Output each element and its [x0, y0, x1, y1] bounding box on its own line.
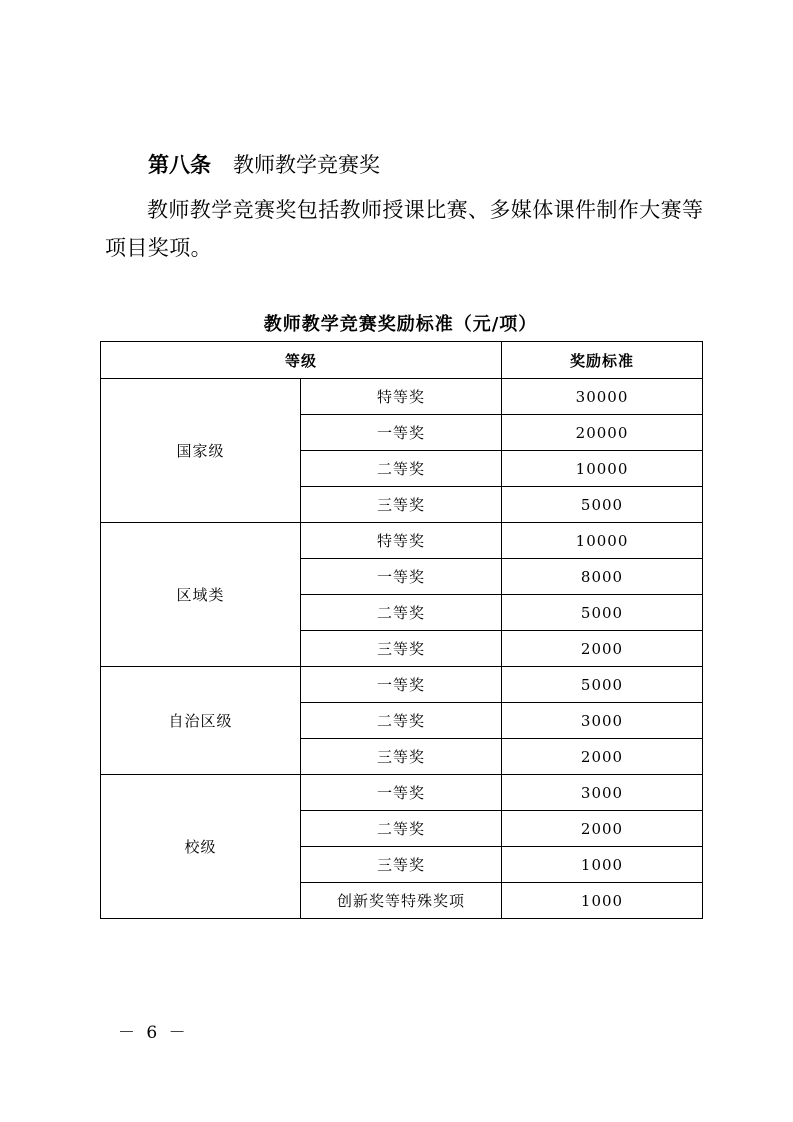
level-cell: 国家级	[101, 379, 301, 523]
amount-cell: 5000	[502, 595, 703, 631]
award-cell: 一等奖	[301, 415, 502, 451]
award-cell: 一等奖	[301, 667, 502, 703]
award-cell: 一等奖	[301, 775, 502, 811]
award-cell: 三等奖	[301, 487, 502, 523]
amount-cell: 5000	[502, 667, 703, 703]
award-cell: 二等奖	[301, 451, 502, 487]
award-cell: 三等奖	[301, 631, 502, 667]
level-cell: 区域类	[101, 523, 301, 667]
amount-cell: 1000	[502, 883, 703, 919]
article-number: 第八条	[148, 153, 211, 177]
amount-cell: 5000	[502, 487, 703, 523]
amount-cell: 8000	[502, 559, 703, 595]
amount-cell: 1000	[502, 847, 703, 883]
table-title: 教师教学竞赛奖励标准（元/项）	[263, 314, 538, 335]
amount-cell: 10000	[502, 451, 703, 487]
table-body	[101, 379, 703, 919]
page-number: － 6 －	[118, 1023, 189, 1043]
article-title: 教师教学竞赛奖	[233, 153, 380, 177]
award-cell: 二等奖	[301, 811, 502, 847]
award-cell: 特等奖	[301, 379, 502, 415]
award-cell: 三等奖	[301, 847, 502, 883]
amount-cell: 2000	[502, 739, 703, 775]
award-cell: 一等奖	[301, 559, 502, 595]
amount-cell: 10000	[502, 523, 703, 559]
amount-cell: 3000	[502, 703, 703, 739]
level-cell: 自治区级	[101, 667, 301, 775]
table-row	[101, 523, 703, 559]
amount-cell: 30000	[502, 379, 703, 415]
article-body: 教师教学竞赛奖包括教师授课比赛、多媒体课件制作大赛等项目奖项。	[105, 198, 704, 260]
amount-cell: 3000	[502, 775, 703, 811]
amount-cell: 2000	[502, 631, 703, 667]
table-row	[101, 667, 703, 703]
award-cell: 特等奖	[301, 523, 502, 559]
award-cell: 三等奖	[301, 739, 502, 775]
table-row	[101, 775, 703, 811]
article-heading	[148, 150, 380, 180]
amount-cell: 20000	[502, 415, 703, 451]
table-header-row	[101, 342, 703, 379]
table-row	[101, 379, 703, 415]
level-cell: 校级	[101, 775, 301, 919]
amount-cell: 2000	[502, 811, 703, 847]
header-standard: 奖励标准	[502, 342, 703, 379]
header-level: 等级	[101, 342, 502, 379]
award-standard-table	[100, 341, 703, 919]
award-cell: 二等奖	[301, 703, 502, 739]
award-cell: 二等奖	[301, 595, 502, 631]
award-cell: 创新奖等特殊奖项	[301, 883, 502, 919]
